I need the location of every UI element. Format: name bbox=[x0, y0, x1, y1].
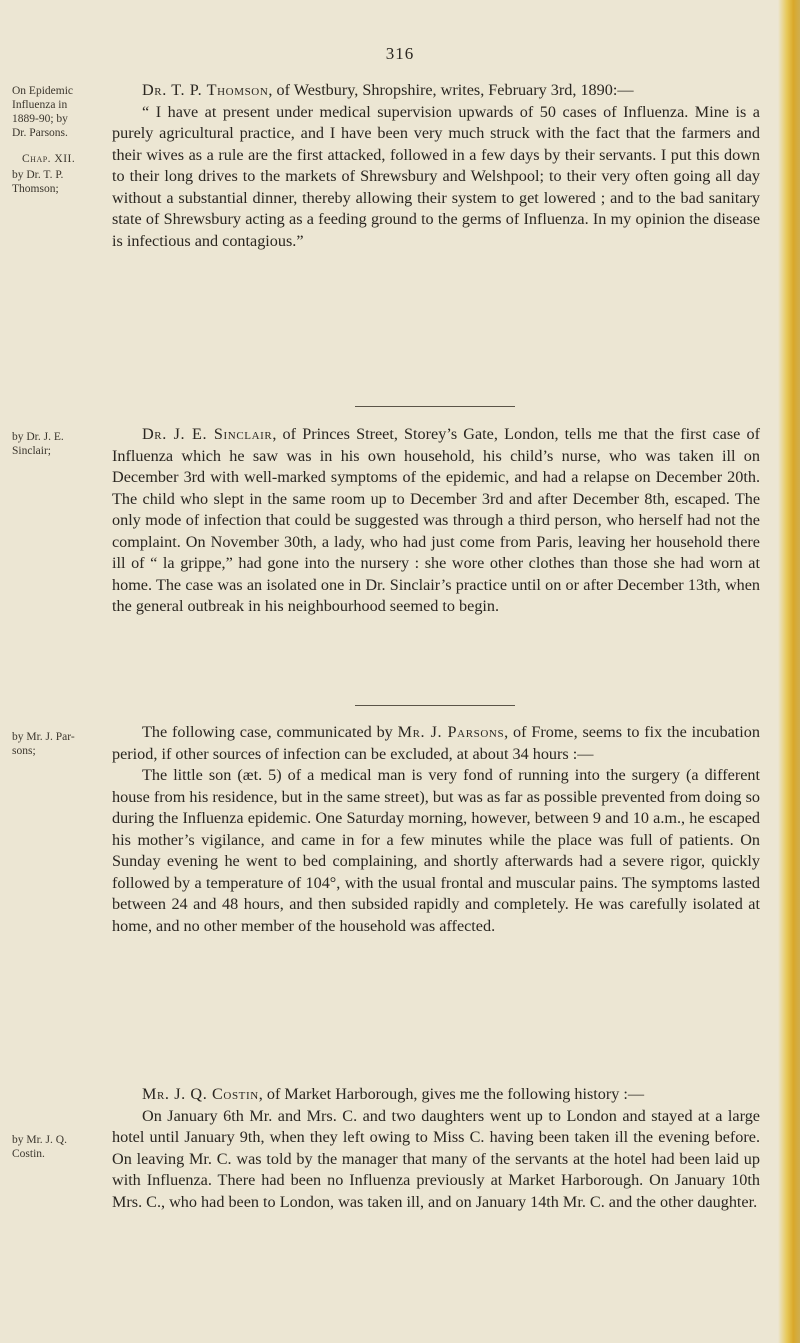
margin-note-chapter bbox=[12, 152, 98, 166]
thomson-quote: “ I have at present under medical supervision upwards of 50 cases of Influenza. Mine is a purely agricultural practice, and I have been very much struck with the fact that the farmers and their wives as a rule are the first attacked, followed in a few days by their servants. I put this down to their long drives to the markets of Shrewsbury and Welshpool; to their very often going all day without a substantial dinner, thereby allowing their system to get lowered ; and to the bad sanitary state of Shrewsbury acting as a feeding ground to the germs of Influenza. In my opinion the disease is infectious and contagious.” bbox=[112, 102, 760, 250]
margin-note-parsons bbox=[12, 730, 98, 758]
margin-note-line: sons; bbox=[12, 745, 36, 757]
parsons-intro-text: , of Frome, seems to fix the incubation period, if other sources of infection can be excluded, at about 34 hours :— bbox=[112, 723, 760, 763]
section-sinclair bbox=[112, 424, 760, 618]
costin-intro bbox=[112, 1084, 760, 1106]
section-costin bbox=[112, 1084, 760, 1213]
margin-note-line: by Mr. J. Q. bbox=[12, 1134, 67, 1146]
costin-intro-text: , of Market Harborough, gives me the following history :— bbox=[258, 1085, 645, 1103]
margin-note-line: Influenza in bbox=[12, 99, 68, 111]
margin-note-sinclair bbox=[12, 430, 98, 458]
margin-note-line: Sinclair; bbox=[12, 445, 51, 457]
margin-note-topic bbox=[12, 84, 98, 140]
chapter-label: Chap. XII. bbox=[22, 153, 76, 165]
margin-note-line: 1889-90; by bbox=[12, 113, 68, 125]
section-parsons bbox=[112, 722, 760, 937]
section-thomson bbox=[112, 80, 760, 252]
sinclair-paragraph bbox=[112, 424, 760, 618]
author-name: Dr. J. E. Sinclair bbox=[142, 425, 273, 443]
margin-note-line: by Dr. T. P. bbox=[12, 169, 64, 181]
margin-note-line: by Dr. J. E. bbox=[12, 431, 64, 443]
parsons-case: The little son (æt. 5) of a medical man is very fond of running into the surgery (a different house from his residence, but in the same street), but was as far as possible prevented from doing so during the Influenza epidemic. One Saturday morning, however, between 9 and 10 a.m., he escaped his mother’s vigilance, and came in for a few minutes while the place was full of patients. On Sunday evening he went to bed complaining, and shortly afterwards had a severe rigor, quickly followed by a temperature of 104°, with the usual frontal and muscular pains. The symptoms lasted between 24 and 48 hours, and then subsided rapidly and completely. He was carefully isolated at home, and no other member of the household was affected. bbox=[112, 766, 760, 935]
author-name: Mr. J. Parsons bbox=[397, 723, 505, 741]
margin-note-thomson bbox=[12, 168, 98, 196]
parsons-intro bbox=[112, 722, 760, 765]
thomson-intro-text: , of Westbury, Shropshire, writes, February 3rd, 1890:— bbox=[268, 81, 634, 99]
margin-note-line: Thomson; bbox=[12, 183, 59, 195]
page-number: 316 bbox=[385, 44, 415, 63]
costin-history: On January 6th Mr. and Mrs. C. and two daughters went up to London and stayed at a large hotel until January 9th, when they left owing to Miss C. having been taken ill the evening before. On leaving Mr. C. was told by the manager that many of the servants at the hotel had been laid up with Influenza. There had been no Influenza previously at Market Harborough. On January 10th Mrs. C., who had been to London, was taken ill, and on January 14th Mr. C. and the other daughter. bbox=[112, 1106, 760, 1211]
thomson-intro bbox=[112, 80, 760, 102]
page-edge bbox=[778, 0, 800, 1343]
parsons-intro-pre: The following case, communicated by bbox=[142, 723, 398, 741]
section-divider bbox=[355, 406, 515, 407]
sinclair-text: , of Princes Street, Storey’s Gate, London, tells me that the first case of Influenza which he saw was in his own household, his child’s nurse, who was taken ill on December 3rd with well-marked symptoms of the epidemic, and had a relapse on December 20th. The child who slept in the same room up to December 3rd and after December 8th, escaped. The only mode of infection that could be suggested was through a third person, who herself had not the complaint. On November 30th, a lady, who had just come from Paris, leaving her household there ill of “ la grippe,” had gone into the nursery : she wore other clothes than those she had worn at home. The case was an isolated one in Dr. Sinclair’s practice until on or after December 13th, when the general outbreak in his neighbourhood seemed to begin. bbox=[112, 425, 760, 615]
margin-note-line: On Epidemic bbox=[12, 85, 73, 97]
section-divider bbox=[355, 705, 515, 706]
author-name: Mr. J. Q. Costin bbox=[142, 1085, 259, 1103]
margin-note-line: by Mr. J. Par- bbox=[12, 731, 75, 743]
margin-note-line: Dr. Parsons. bbox=[12, 127, 68, 139]
author-name: Dr. T. P. Thomson bbox=[142, 81, 269, 99]
margin-note-costin bbox=[12, 1133, 98, 1161]
margin-note-line: Costin. bbox=[12, 1148, 45, 1160]
